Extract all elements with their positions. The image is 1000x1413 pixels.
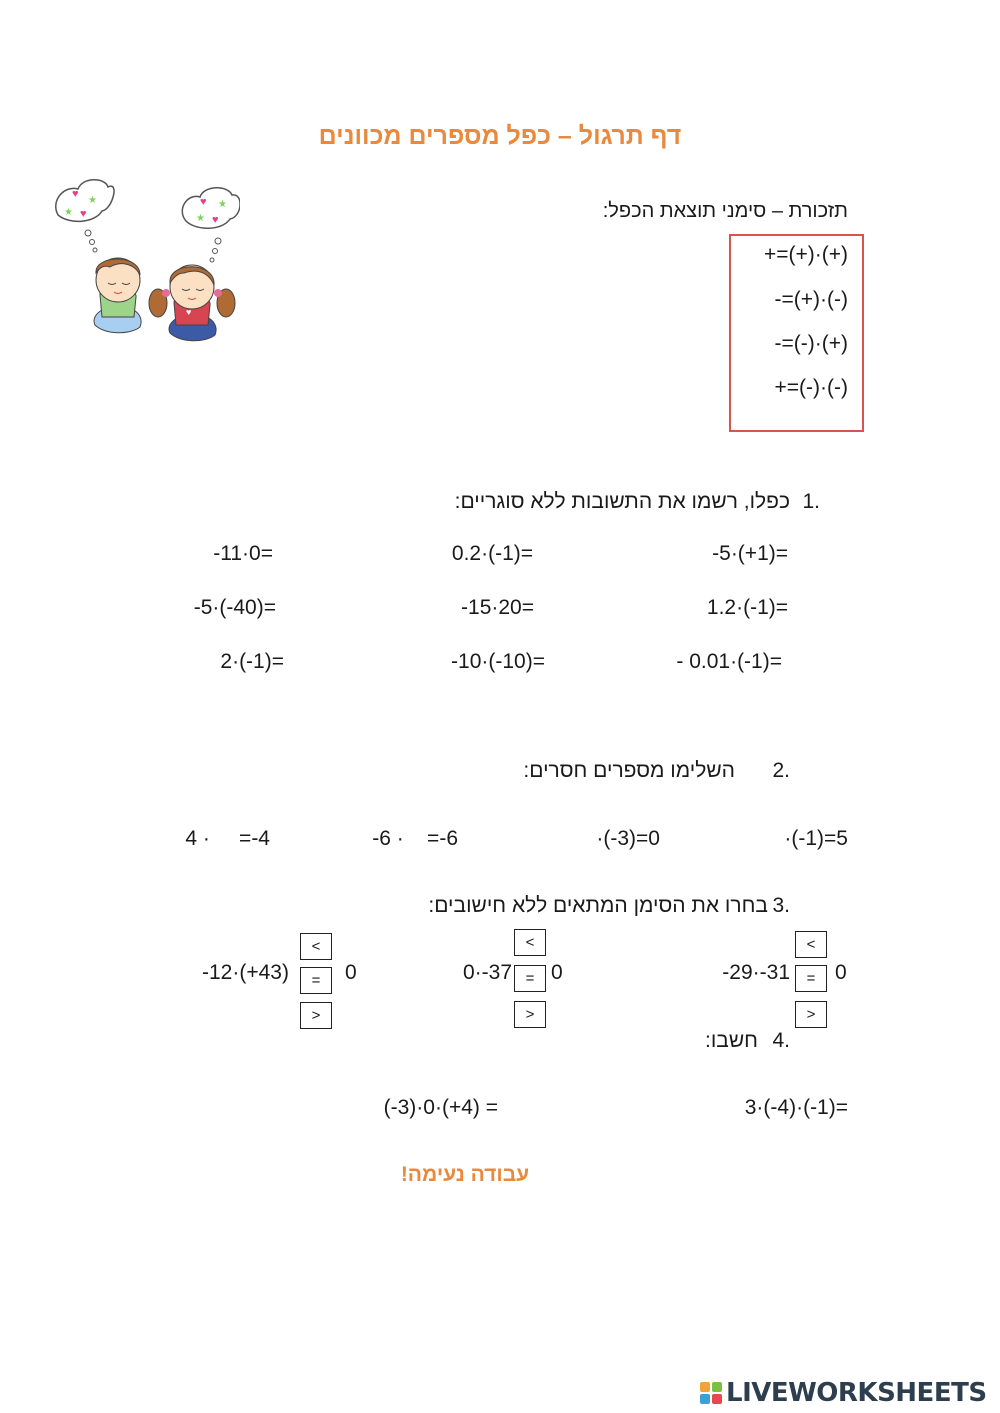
eq-option[interactable]: = (300, 967, 332, 994)
q2-item: ·(-3)=0 (596, 827, 660, 850)
q1-item: - 0.01·(-1)= (676, 650, 782, 673)
q2-item: -6 · =-6 (372, 827, 458, 850)
page-title: דף תרגול – כפל מספרים מכוונים (318, 122, 682, 150)
q2-number: 2. (772, 759, 790, 782)
svg-text:♥: ♥ (72, 188, 79, 200)
thought-bubble-left (56, 180, 114, 252)
girl-figure (149, 265, 235, 341)
q1-item: 0.2·(-1)= (451, 542, 533, 565)
rule-2: -=(+)·(-) (774, 288, 848, 311)
q1-number: 1. (802, 490, 820, 513)
closing-message: עבודה נעימה! (400, 1163, 530, 1186)
lt-option[interactable]: < (300, 933, 332, 960)
svg-text:♥: ♥ (212, 214, 219, 226)
svg-text:♥: ♥ (80, 208, 87, 220)
boy-figure (94, 258, 141, 333)
q1-instruction: כפלו, רשמו את התשובות ללא סוגריים: (454, 490, 790, 513)
brand-name: LIVEWORKSHEETS (726, 1378, 987, 1408)
q4-item: 3·(-4)·(-1)= (744, 1096, 848, 1119)
rule-1: +=(+)·(+) (763, 243, 848, 266)
children-illustration (50, 175, 240, 355)
lt-option[interactable]: < (795, 931, 827, 958)
logo-grid-icon (700, 1382, 722, 1404)
rule-4: +=(-)·(-) (774, 376, 848, 399)
q1-item: 1.2·(-1)= (706, 596, 788, 619)
q1-item: -15·20= (461, 596, 534, 619)
gt-option[interactable]: > (795, 1001, 827, 1028)
reminder-heading: תזכורת – סימני תוצאת הכפל: (602, 200, 848, 222)
q1-item: -10·(-10)= (451, 650, 545, 673)
q3-number: 3. (772, 894, 790, 917)
gt-option[interactable]: > (514, 1001, 546, 1028)
q3-right-value: 0 (835, 961, 847, 984)
q2-instruction: השלימו מספרים חסרים: (523, 759, 735, 782)
liveworksheets-logo (700, 1378, 987, 1408)
eq-option[interactable]: = (795, 965, 827, 992)
q2-item: ·(-1)=5 (784, 827, 848, 850)
q1-item: -11·0= (213, 542, 273, 565)
eq-option[interactable]: = (514, 965, 546, 992)
svg-text:★: ★ (88, 195, 97, 206)
thought-bubble-right (182, 188, 240, 262)
q3-left-expression: -12·(+43) (202, 961, 289, 984)
lt-option[interactable]: < (514, 929, 546, 956)
svg-text:♥: ♥ (186, 307, 192, 317)
gt-option[interactable]: > (300, 1002, 332, 1029)
q3-right-value: 0 (345, 961, 357, 984)
svg-text:★: ★ (218, 199, 227, 210)
q3-left-expression: 0·-37 (462, 961, 512, 984)
q4-instruction: חשבו: (704, 1029, 758, 1052)
q1-item: -5·(+1)= (712, 542, 788, 565)
svg-text:★: ★ (64, 207, 73, 218)
svg-text:♥: ♥ (200, 196, 207, 208)
q2-item: 4 · =-4 (185, 827, 270, 850)
q3-instruction: בחרו את הסימן המתאים ללא חישובים: (428, 894, 768, 917)
q3-right-value: 0 (551, 961, 563, 984)
svg-text:★: ★ (196, 213, 205, 224)
q1-item: 2·(-1)= (220, 650, 284, 673)
q3-left-expression: -29·-31 (722, 961, 790, 984)
q4-number: 4. (772, 1029, 790, 1052)
q4-item: (-3)·0·(+4) = (383, 1096, 498, 1119)
rule-3: -=(-)·(+) (774, 332, 848, 355)
q1-item: -5·(-40)= (193, 596, 276, 619)
